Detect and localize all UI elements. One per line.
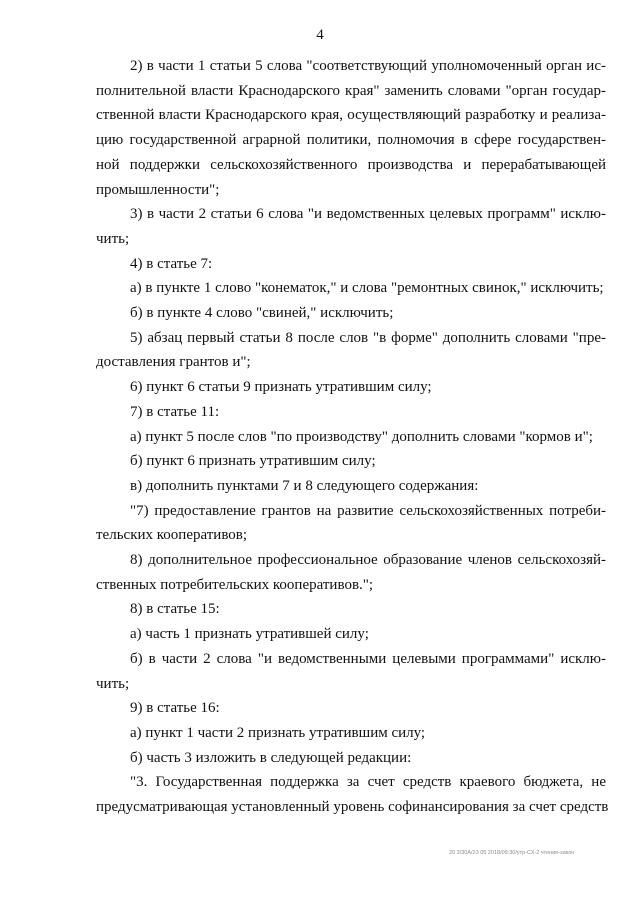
paragraph — [96, 474, 606, 499]
text-line: б) в части 2 слова "и ведомственными целевыми программами" исклю- — [130, 650, 606, 667]
paragraph — [96, 375, 606, 400]
text-line: ственных потребительских кооперативов."; — [96, 576, 374, 593]
text-line: 2) в части 1 статьи 5 слова "соответствующий уполномоченный орган ис- — [130, 58, 606, 74]
paragraph — [96, 326, 606, 375]
text-line: б) пункт 6 признать утратившим силу; — [130, 453, 376, 470]
paragraph — [96, 202, 606, 251]
paragraph — [96, 721, 606, 746]
text-line: чить; — [96, 675, 130, 692]
text-line: 3) в части 2 статьи 6 слова "и ведомственных целевых программ" исклю- — [130, 206, 606, 223]
text-line: чить; — [96, 230, 130, 247]
text-line: цию государственной аграрной политики, полномочия в сфере государствен- — [96, 132, 606, 149]
text-line: а) в пункте 1 слово "конематок," и слова "ремонтных свинок," исключить; — [130, 280, 604, 297]
paragraph — [96, 770, 609, 819]
text-line: 8) в статье 15: — [130, 601, 220, 618]
text-line: а) пункт 1 части 2 признать утратившим силу; — [130, 724, 426, 741]
text-line: промышленности"; — [96, 181, 220, 198]
paragraph — [96, 276, 606, 301]
paragraph — [96, 597, 606, 622]
text-line: 6) пункт 6 статьи 9 признать утратившим силу; — [130, 379, 432, 396]
paragraph — [96, 301, 606, 326]
text-line: тельских кооперативов; — [96, 527, 248, 544]
text-line: ственной власти Краснодарского края, осуществляющий разработку и реализа- — [96, 107, 606, 124]
text-line: а) пункт 5 после слов "по производству" дополнить словами "кормов и"; — [130, 428, 593, 445]
text-line: 5) абзац первый статьи 8 после слов "в форме" дополнить словами "пре- — [130, 329, 606, 346]
text-line: "3. Государственная поддержка за счет средств краевого бюджета, не — [130, 774, 606, 791]
paragraph — [96, 400, 606, 425]
paragraph — [96, 54, 606, 202]
paragraph — [96, 499, 606, 548]
text-line: доставления грантов и"; — [96, 354, 251, 371]
text-line: а) часть 1 признать утратившей силу; — [130, 626, 369, 643]
text-line: 8) дополнительное профессиональное образование членов сельскохозяй- — [130, 552, 606, 569]
paragraph — [96, 746, 606, 771]
paragraph — [96, 252, 606, 277]
document-body — [96, 54, 609, 820]
text-line: полнительной власти Краснодарского края" заменить словами "орган государ- — [96, 82, 606, 99]
text-line: б) в пункте 4 слово "свиней," исключить; — [130, 305, 394, 322]
text-line: 7) в статье 11: — [130, 403, 220, 420]
text-line: "7) предоставление грантов на развитие сельскохозяйственных потреби- — [130, 502, 606, 519]
paragraph — [96, 622, 606, 647]
text-line: предусматривающая установленный уровень софинансирования за счет средств — [96, 799, 609, 816]
paragraph — [96, 647, 606, 696]
text-line: 9) в статье 16: — [130, 700, 220, 717]
text-line: б) часть 3 изложить в следующей редакции: — [130, 749, 412, 766]
text-line: 4) в статье 7: — [130, 255, 213, 272]
paragraph — [96, 425, 606, 450]
page-number: 4 — [316, 27, 324, 43]
paragraph — [96, 449, 606, 474]
footer-document-code: 20 3/30A/23 05 2018/09:30/утр-СХ-2 чтение-закон — [449, 850, 575, 856]
paragraph — [96, 696, 606, 721]
text-line: ной поддержки сельскохозяйственного производства и перерабатывающей — [96, 156, 606, 173]
text-line: в) дополнить пунктами 7 и 8 следующего содержания: — [130, 477, 479, 494]
paragraph — [96, 548, 606, 597]
